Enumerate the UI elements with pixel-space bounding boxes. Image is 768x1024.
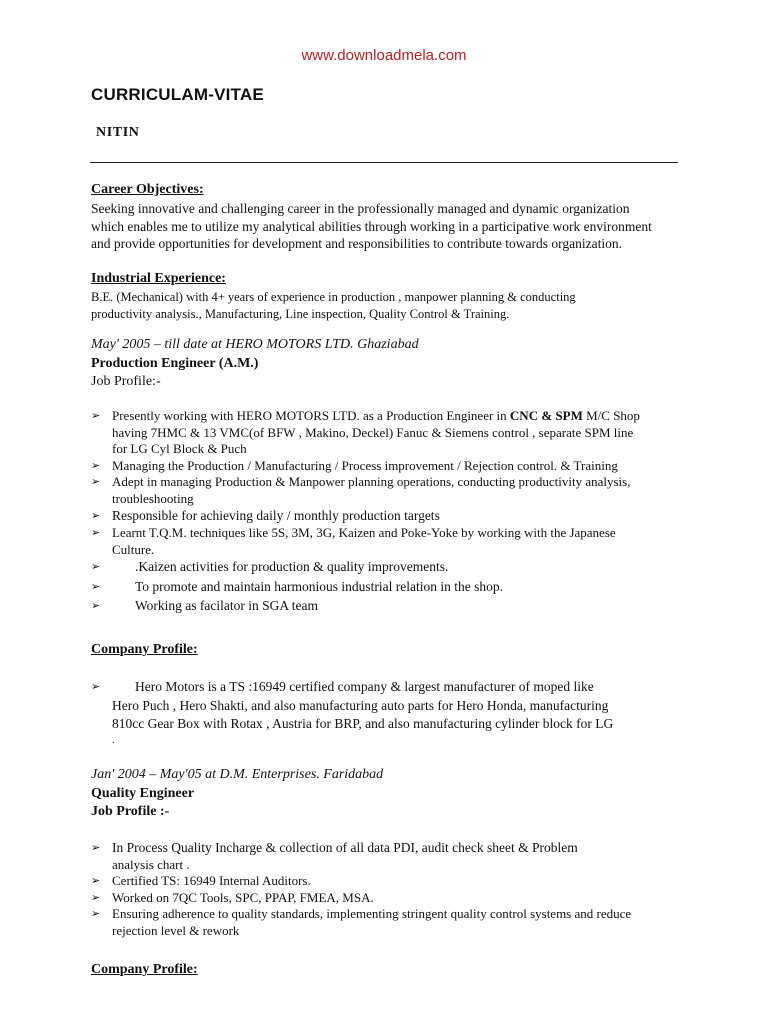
text-line: and provide opportunities for development and responsibilities to contribute towards organization. <box>91 236 623 251</box>
arrow-bullet-icon: ➢ <box>91 907 101 920</box>
list-item-continued <box>91 542 640 559</box>
text-span: 810cc Gear Box with Rotax , Austria for BRP, and also manufacturing cylinder block for LG <box>112 716 614 731</box>
page-title: CURRICULAM-VITAE <box>91 85 264 104</box>
text-span: Certified TS: 16949 Internal Auditors. <box>112 873 311 888</box>
candidate-name: NITIN <box>96 125 140 140</box>
list-item <box>91 873 631 890</box>
company-profile-heading: Company Profile: <box>91 962 198 977</box>
text-line: productivity analysis., Manufacturing, Line inspection, Quality Control & Training. <box>91 306 510 321</box>
list-item <box>91 558 640 577</box>
text-span: M/C Shop <box>582 408 640 423</box>
text-span: Worked on 7QC Tools, SPC, PPAP, FMEA, MSA. <box>112 889 374 905</box>
list-item <box>91 458 640 475</box>
list-item-continued <box>91 425 640 442</box>
text-line: Seeking innovative and challenging career in the professionally managed and dynamic organization <box>91 201 630 216</box>
industrial-experience-text <box>91 289 576 322</box>
job-profile-label: Job Profile :- <box>91 804 170 819</box>
list-item <box>91 596 640 615</box>
job-role: Quality Engineer <box>91 786 195 801</box>
list-item-continued <box>91 441 640 458</box>
text-span: rejection level & rework <box>112 922 240 938</box>
list-item <box>91 525 640 542</box>
arrow-bullet-icon: ➢ <box>91 475 101 488</box>
industrial-experience-heading: Industrial Experience: <box>91 271 226 286</box>
arrow-bullet-icon: ➢ <box>91 598 101 612</box>
text-span: Working as facilator in SGA team <box>135 597 318 613</box>
company-profile-heading: Company Profile: <box>91 642 198 657</box>
list-item <box>91 408 640 425</box>
arrow-bullet-icon: ➢ <box>91 409 101 422</box>
list-item <box>91 474 640 491</box>
arrow-bullet-icon: ➢ <box>91 579 101 593</box>
text-bold: CNC & SPM <box>509 408 583 423</box>
list-item-continued <box>91 734 613 746</box>
text-span: Ensuring adherence to quality standards, implementing stringent quality control systems and reduce <box>112 906 632 921</box>
text-span: In Process Quality Incharge & collection of all data PDI, audit check sheet & Problem <box>112 840 578 855</box>
list-item-continued <box>91 697 613 716</box>
text-span: Hero Motors is a TS :16949 certified company & largest manufacturer of moped like <box>135 679 594 694</box>
text-span: Hero Puch , Hero Shakti, and also manufacturing auto parts for Hero Honda, manufacturing <box>112 697 609 713</box>
list-item <box>91 577 640 596</box>
list-item <box>91 906 631 923</box>
text-span: .Kaizen activities for production & quality improvements. <box>135 559 449 574</box>
site-link[interactable]: www.downloadmela.com <box>301 47 467 64</box>
list-item-continued <box>91 857 631 874</box>
text-span: analysis chart . <box>112 856 190 872</box>
text-span: Responsible for achieving daily / monthly production targets <box>112 508 440 523</box>
job-profile-label: Job Profile:- <box>91 374 161 389</box>
text-line: B.E. (Mechanical) with 4+ years of experience in production , manpower planning & conducting <box>91 290 576 304</box>
text-line: which enables me to utilize my analytical abilities through working in a participative work environment <box>91 218 652 234</box>
text-span: To promote and maintain harmonious industrial relation in the shop. <box>135 578 503 594</box>
list-item <box>91 507 640 525</box>
arrow-bullet-icon: ➢ <box>91 680 101 693</box>
arrow-bullet-icon: ➢ <box>91 890 101 904</box>
arrow-bullet-icon: ➢ <box>91 560 101 573</box>
job-profile-list <box>91 408 640 615</box>
arrow-bullet-icon: ➢ <box>91 458 101 472</box>
list-item <box>91 839 631 857</box>
arrow-bullet-icon: ➢ <box>91 526 101 539</box>
text-span: for LG Cyl Block & Puch <box>112 441 247 456</box>
company-profile-list <box>91 678 613 746</box>
list-item-continued <box>91 491 640 508</box>
text-span: Presently working with HERO MOTORS LTD. as a Production Engineer in <box>112 408 510 423</box>
text-span: Adept in managing Production & Manpower planning operations, conducting productivity analysis, <box>112 474 631 489</box>
arrow-bullet-icon: ➢ <box>91 874 101 887</box>
job-period: May' 2005 – till date at HERO MOTORS LTD. Ghaziabad <box>91 337 419 352</box>
text-span: troubleshooting <box>112 490 194 506</box>
text-span: having 7HMC & 13 VMC(of BFW , Makino, Deckel) Fanuc & Siemens control , separate SPM line <box>112 424 634 440</box>
career-objectives-heading: Career Objectives: <box>91 182 204 197</box>
divider <box>90 162 678 163</box>
list-item <box>91 890 631 907</box>
job-period: Jan' 2004 – May'05 at D.M. Enterprises. Faridabad <box>91 767 384 782</box>
list-item <box>91 678 613 697</box>
arrow-bullet-icon: ➢ <box>91 841 101 854</box>
career-objectives-text <box>91 200 652 253</box>
text-span: Culture. <box>112 541 155 557</box>
list-item-continued <box>91 715 613 734</box>
job-profile-list <box>91 839 631 939</box>
arrow-bullet-icon: ➢ <box>91 509 101 522</box>
text-span: Learnt T.Q.M. techniques like 5S, 3M, 3G, Kaizen and Poke-Yoke by working with the Japanese <box>112 525 616 540</box>
text-span: . <box>112 733 115 746</box>
text-span: Managing the Production / Manufacturing / Process improvement / Rejection control. & Training <box>112 457 618 473</box>
list-item-continued <box>91 923 631 940</box>
job-role: Production Engineer (A.M.) <box>91 356 259 371</box>
